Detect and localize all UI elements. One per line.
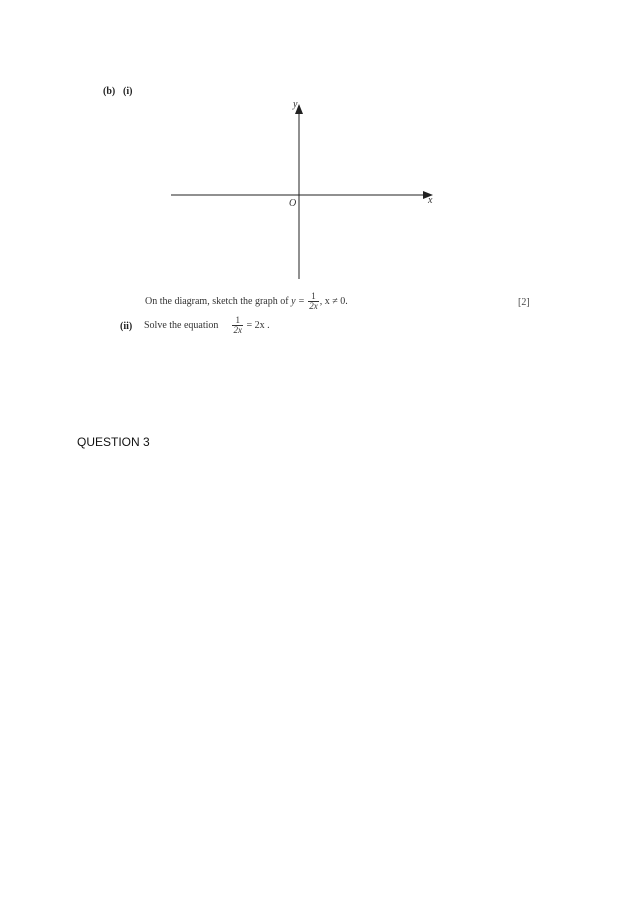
part-b-label: (b) (103, 86, 116, 97)
instruction-i-frac-den: 2x (309, 301, 318, 311)
part-ii-label: (ii) (120, 321, 133, 332)
instruction-i-lead: On the diagram, sketch the graph of (145, 295, 289, 307)
instruction-i-frac-num: 1 (308, 292, 319, 302)
instruction-ii-fraction (232, 316, 243, 335)
instruction-i-y-eq: y = (291, 295, 305, 307)
origin-label: O (289, 198, 297, 209)
instruction-ii-frac-num: 1 (232, 316, 243, 326)
instruction-i (145, 292, 348, 311)
instruction-ii-frac-den: 2x (233, 325, 242, 335)
instruction-ii-tail: = 2x . (246, 319, 270, 331)
x-axis-label: x (428, 195, 433, 206)
part-i-label: (i) (123, 86, 133, 97)
y-axis-label: y (293, 99, 298, 110)
marks-i: [2] (518, 297, 530, 308)
instruction-i-fraction (308, 292, 319, 311)
instruction-ii-lead: Solve the equation (144, 319, 219, 331)
instruction-i-tail: , x ≠ 0. (319, 295, 348, 307)
instruction-ii (144, 316, 270, 335)
question-3-heading: QUESTION 3 (77, 435, 150, 449)
blank-axes-diagram[interactable] (0, 0, 638, 300)
